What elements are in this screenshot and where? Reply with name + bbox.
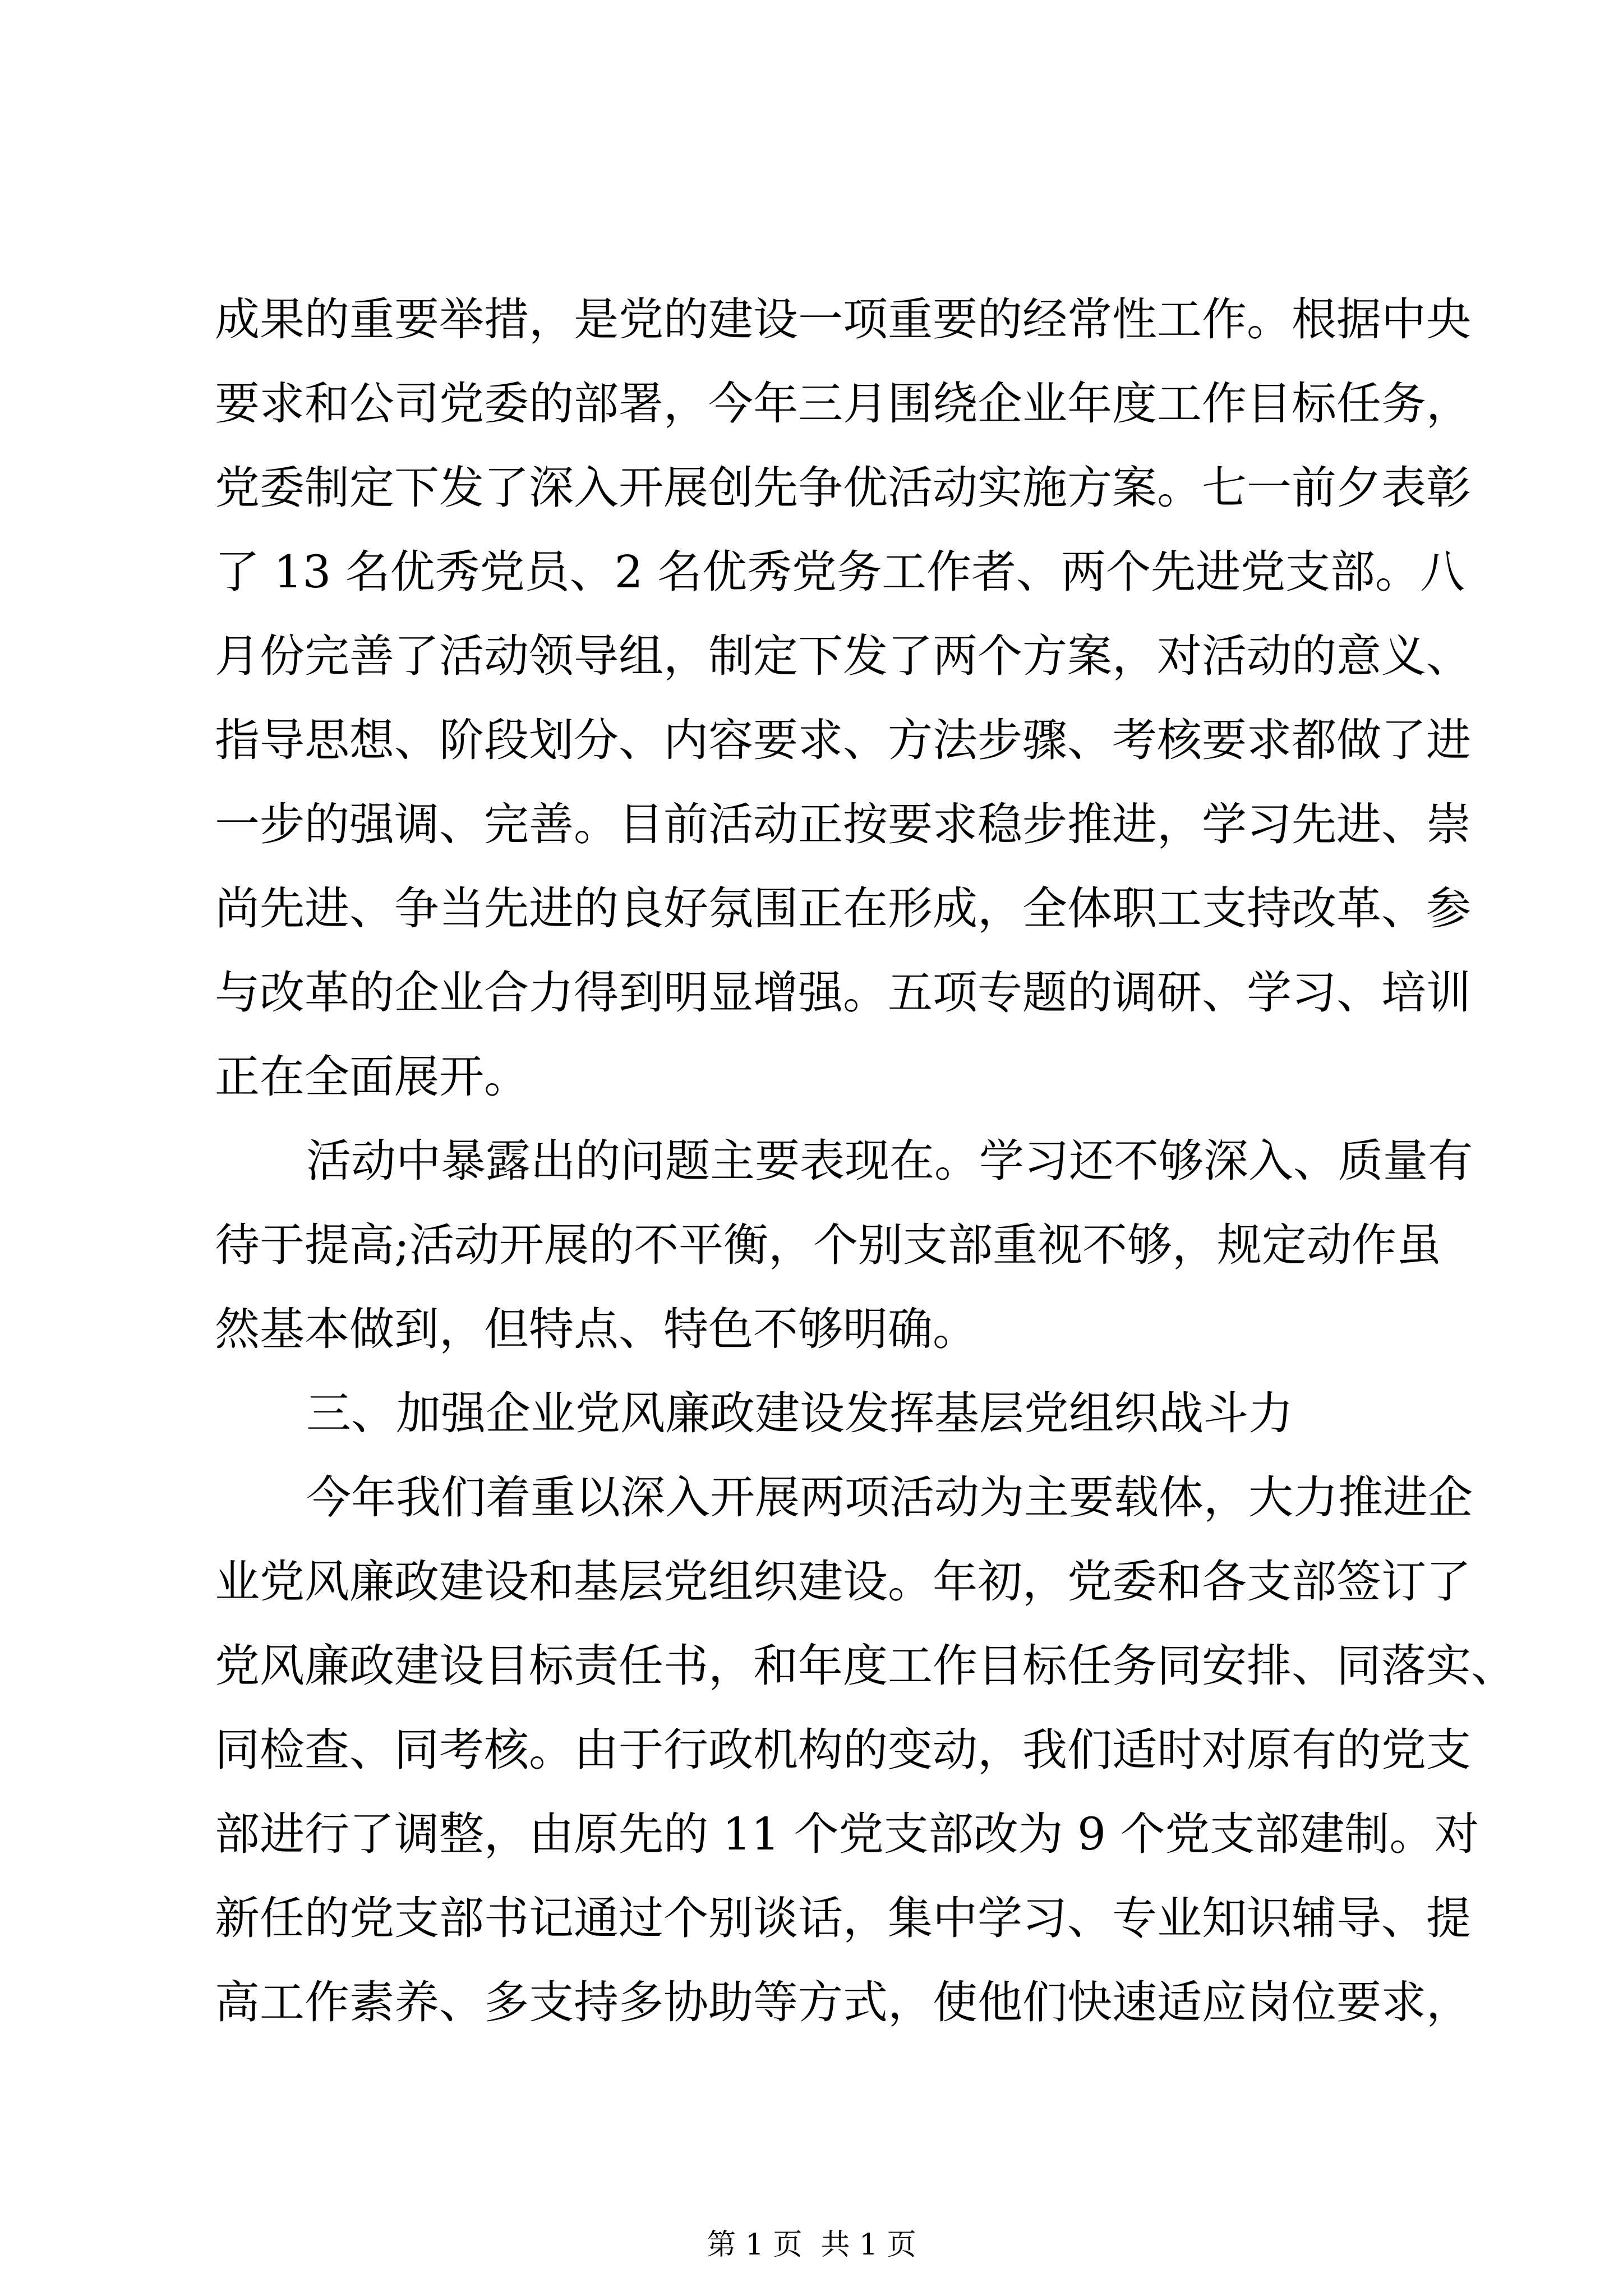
text-line: 与改革的企业合力得到明显增强。五项专题的调研、学习、培训 bbox=[215, 967, 1471, 1019]
section-heading: 三、加强企业党风廉政建设发挥基层党组织战斗力 bbox=[306, 1387, 1293, 1439]
text-line: 尚先进、争当先进的良好氛围正在形成，全体职工支持改革、参 bbox=[215, 882, 1471, 935]
text-line: 业党风廉政建设和基层党组织建设。年初，党委和各支部签订了 bbox=[215, 1556, 1471, 1608]
text-line: 正在全面展开。 bbox=[215, 1051, 529, 1103]
text-line: 新任的党支部书记通过个别谈话，集中学习、专业知识辅导、提 bbox=[215, 1892, 1471, 1944]
text-line: 高工作素养、多支持多协助等方式，使他们快速适应岗位要求， bbox=[215, 1976, 1471, 2028]
page-number-footer: 第 1 页 共 1 页 bbox=[707, 2228, 916, 2262]
paragraph-first-line: 今年我们着重以深入开展两项活动为主要载体，大力推进企 bbox=[306, 1471, 1473, 1524]
text-line: 待于提高;活动开展的不平衡，个别支部重视不够，规定动作虽 bbox=[215, 1219, 1441, 1271]
text-line: 党委制定下发了深入开展创先争优活动实施方案。七一前夕表彰 bbox=[215, 462, 1471, 514]
text-line: 月份完善了活动领导组，制定下发了两个方案，对活动的意义、 bbox=[215, 630, 1471, 682]
text-line: 党风廉政建设目标责任书，和年度工作目标任务同安排、同落实、 bbox=[215, 1640, 1516, 1692]
text-line: 指导思想、阶段划分、内容要求、方法步骤、考核要求都做了进 bbox=[215, 714, 1471, 766]
text-line: 同检查、同考核。由于行政机构的变动，我们适时对原有的党支 bbox=[215, 1724, 1471, 1776]
text-line: 一步的强调、完善。目前活动正按要求稳步推进，学习先进、崇 bbox=[215, 798, 1471, 850]
text-line: 部进行了调整，由原先的 11 个党支部改为 9 个党支部建制。对 bbox=[215, 1808, 1479, 1860]
paragraph-first-line: 活动中暴露出的问题主要表现在。学习还不够深入、质量有 bbox=[306, 1135, 1473, 1187]
text-line: 成果的重要举措，是党的建设一项重要的经常性工作。根据中央 bbox=[215, 293, 1471, 346]
text-line: 了 13 名优秀党员、2 名优秀党务工作者、两个先进党支部。八 bbox=[215, 546, 1465, 598]
text-line: 然基本做到，但特点、特色不够明确。 bbox=[215, 1303, 978, 1355]
text-line: 要求和公司党委的部署，今年三月围绕企业年度工作目标任务， bbox=[215, 378, 1471, 430]
